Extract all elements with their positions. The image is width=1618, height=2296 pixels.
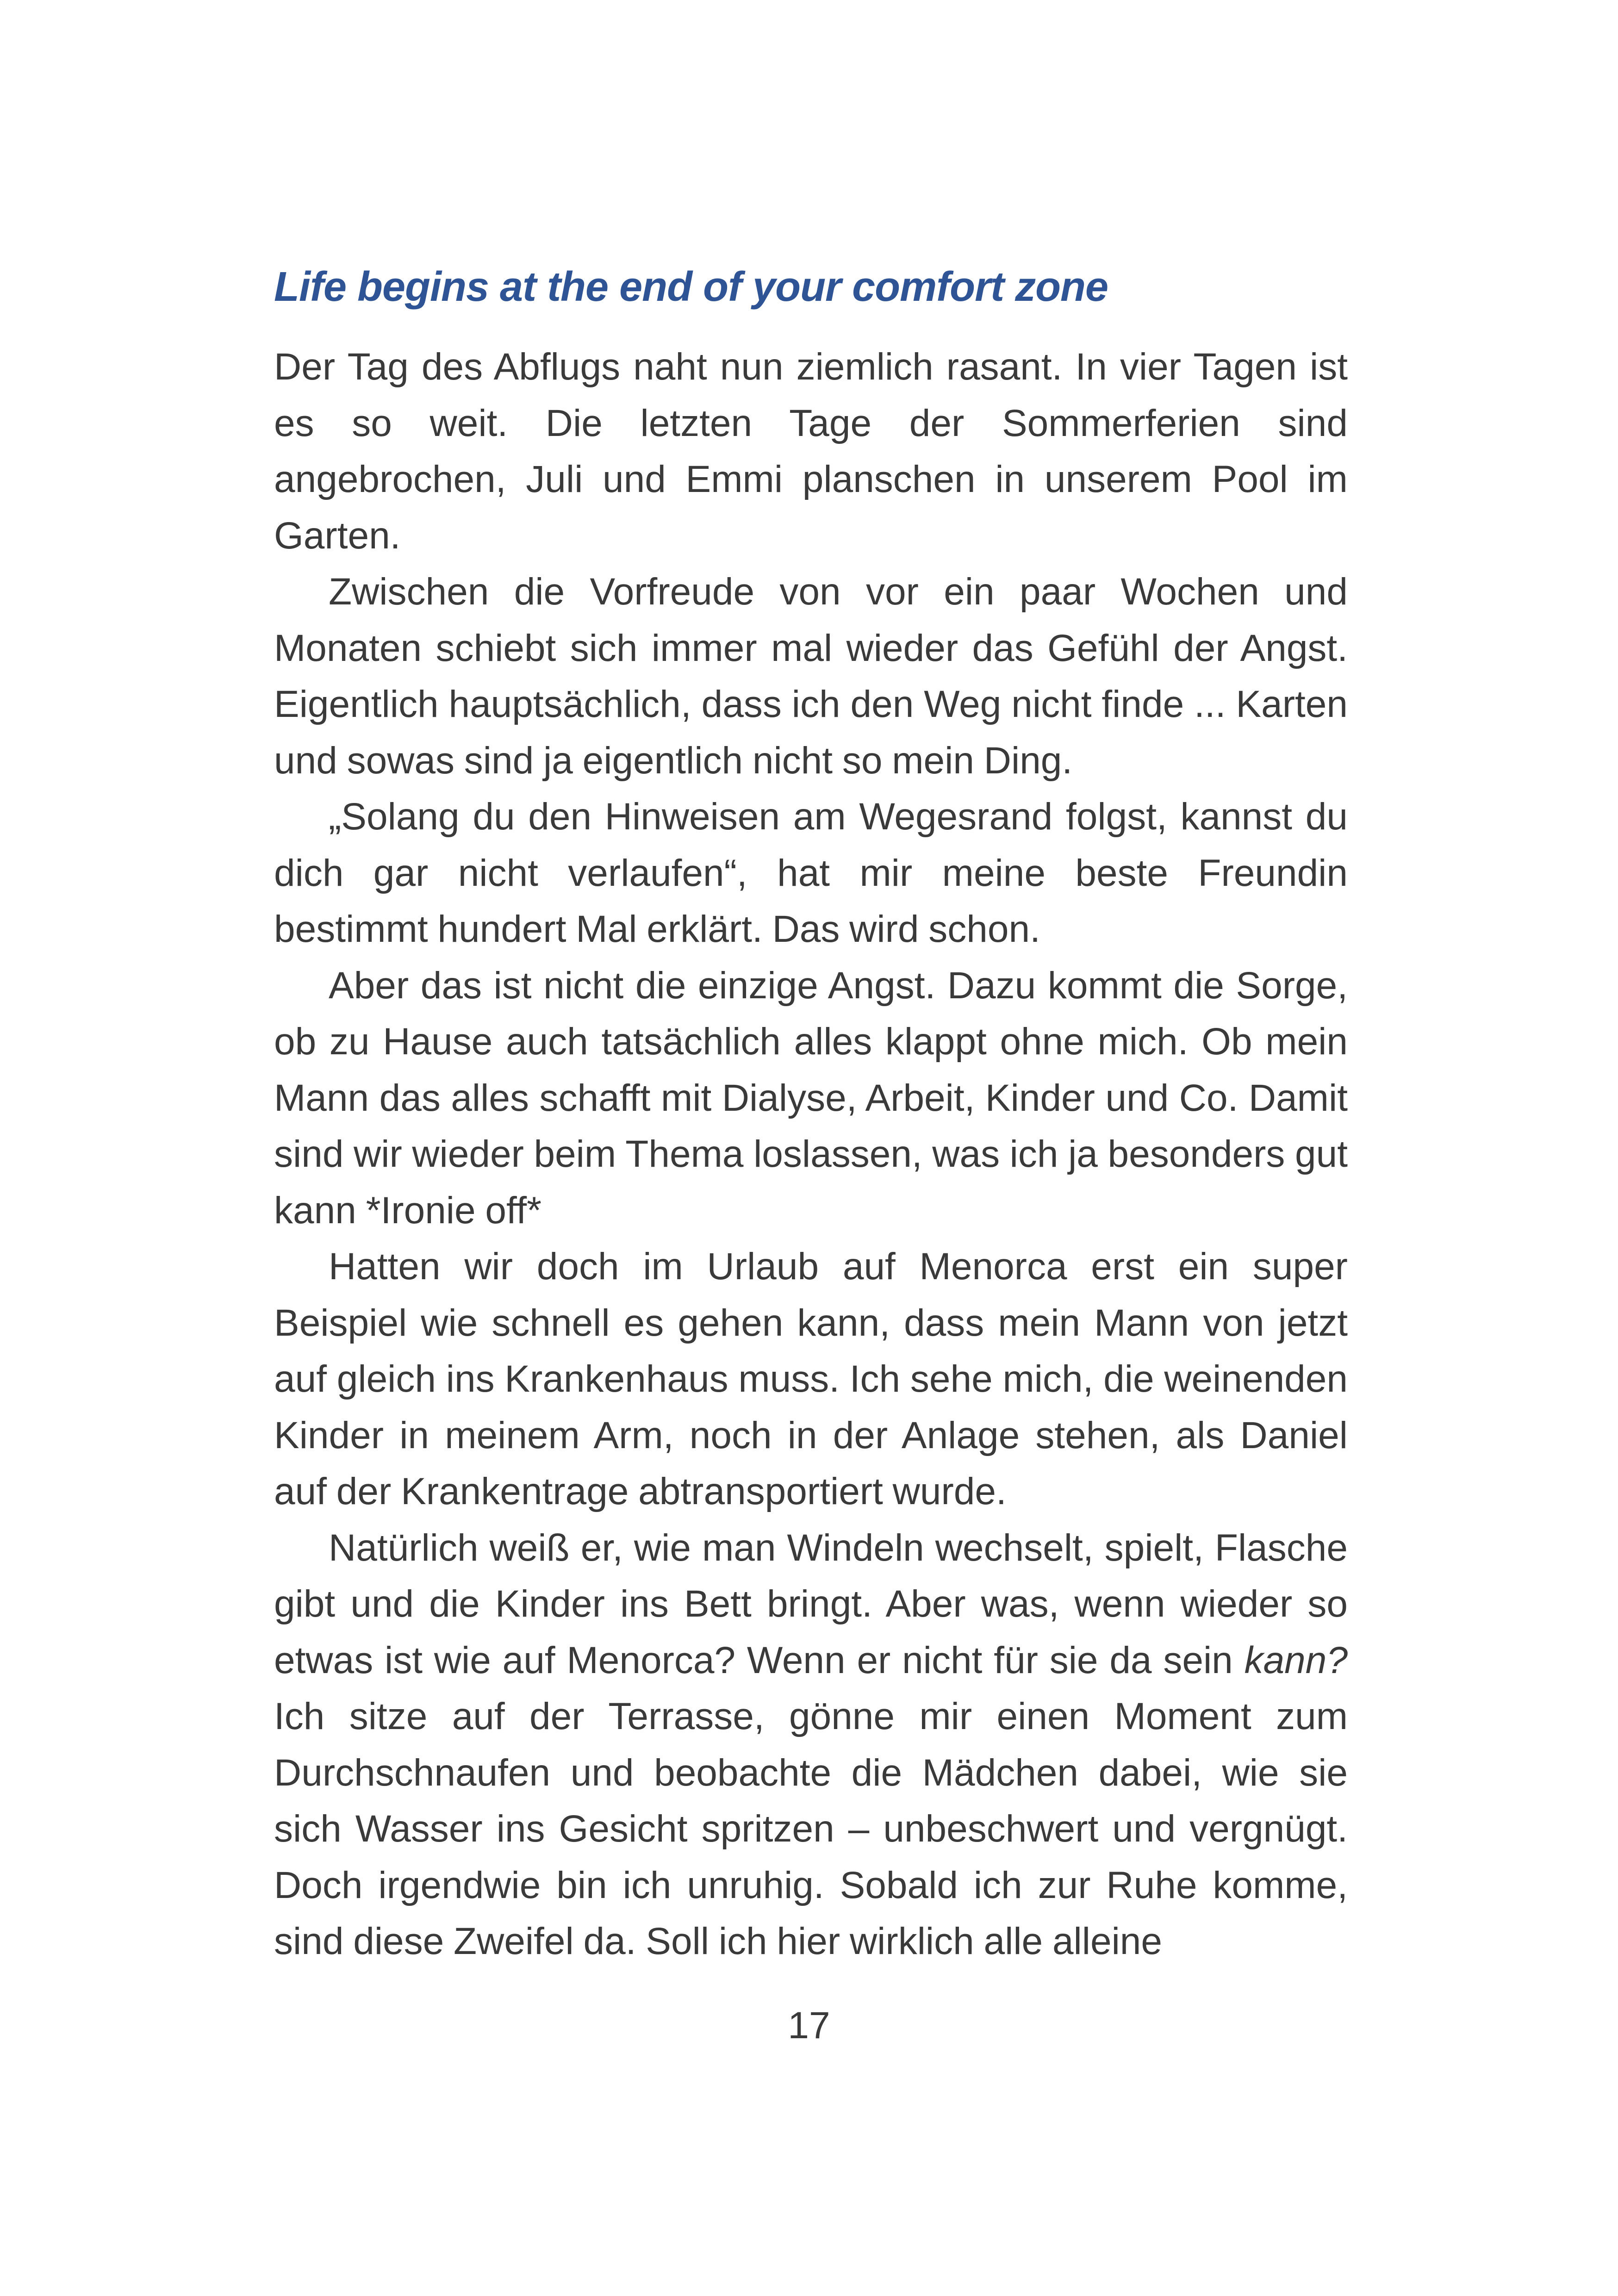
- paragraph-6-text-start: Natürlich weiß er, wie man Windeln wechselt, spielt, Flasche gibt und die Kinder ins Bett bringt. Aber was, wenn wieder so etwas ist wie auf Menorca? Wenn er nicht für sie da sein: [274, 1526, 1348, 1681]
- paragraph-3-text: „Solang du den Hinweisen am Wegesrand folgst, kannst du dich gar nicht verlaufen“, hat mir meine beste Freundin bestimmt hundert Mal erklärt. Das wird schon.: [274, 796, 1348, 950]
- paragraph-1-text: Der Tag des Abflugs naht nun ziemlich rasant. In vier Tagen ist es so weit. Die letzten Tage der Sommerferien sind angebrochen, Juli und Emmi planschen in unserem Pool im Garten.: [274, 346, 1348, 557]
- chapter-title: Life begins at the end of your comfort zone: [274, 264, 1108, 310]
- page-content: [274, 259, 1348, 1970]
- paragraph-5: [274, 1238, 1348, 1520]
- paragraph-4: [274, 958, 1348, 1239]
- paragraph-2-text: Zwischen die Vorfreude von vor ein paar Wochen und Monaten schiebt sich immer mal wieder das Gefühl der Angst. Eigentlich hauptsächlich, dass ich den Weg nicht finde ... Karten und sowas sind ja eigentlich nicht so mein Ding.: [274, 571, 1348, 782]
- paragraph-6-italic-word: kann?: [1244, 1639, 1348, 1681]
- paragraph-6: [274, 1520, 1348, 1970]
- paragraph-4-text: Aber das ist nicht die einzige Angst. Dazu kommt die Sorge, ob zu Hause auch tatsächlich alles klappt ohne mich. Ob mein Mann das alles schafft mit Dialyse, Arbeit, Kinder und Co. Damit sind wir wieder beim Thema loslassen, was ich ja besonders gut kann *Ironie off*: [274, 964, 1348, 1232]
- body-text: [274, 339, 1348, 1970]
- paragraph-2: [274, 564, 1348, 789]
- paragraph-5-text: Hatten wir doch im Urlaub auf Menorca erst ein super Beispiel wie schnell es gehen kann, dass mein Mann von jetzt auf gleich ins Krankenhaus muss. Ich sehe mich, die weinenden Kinder in meinem Arm, noch in der Anlage stehen, als Daniel auf der Krankentrage abtransportiert wurde.: [274, 1245, 1348, 1512]
- paragraph-1: [274, 339, 1348, 564]
- page-number: 17: [788, 2004, 830, 2047]
- paragraph-6-text-end: Ich sitze auf der Terrasse, gönne mir einen Moment zum Durchschnaufen und beobachte die Mädchen dabei, wie sie sich Wasser ins Gesicht spritzen – unbeschwert und vergnügt. Doch irgendwie bin ich unruhig. Sobald ich zur Ruhe komme, sind diese Zweifel da. Soll ich hier wirklich alle alleine: [274, 1695, 1348, 1962]
- paragraph-3: [274, 789, 1348, 958]
